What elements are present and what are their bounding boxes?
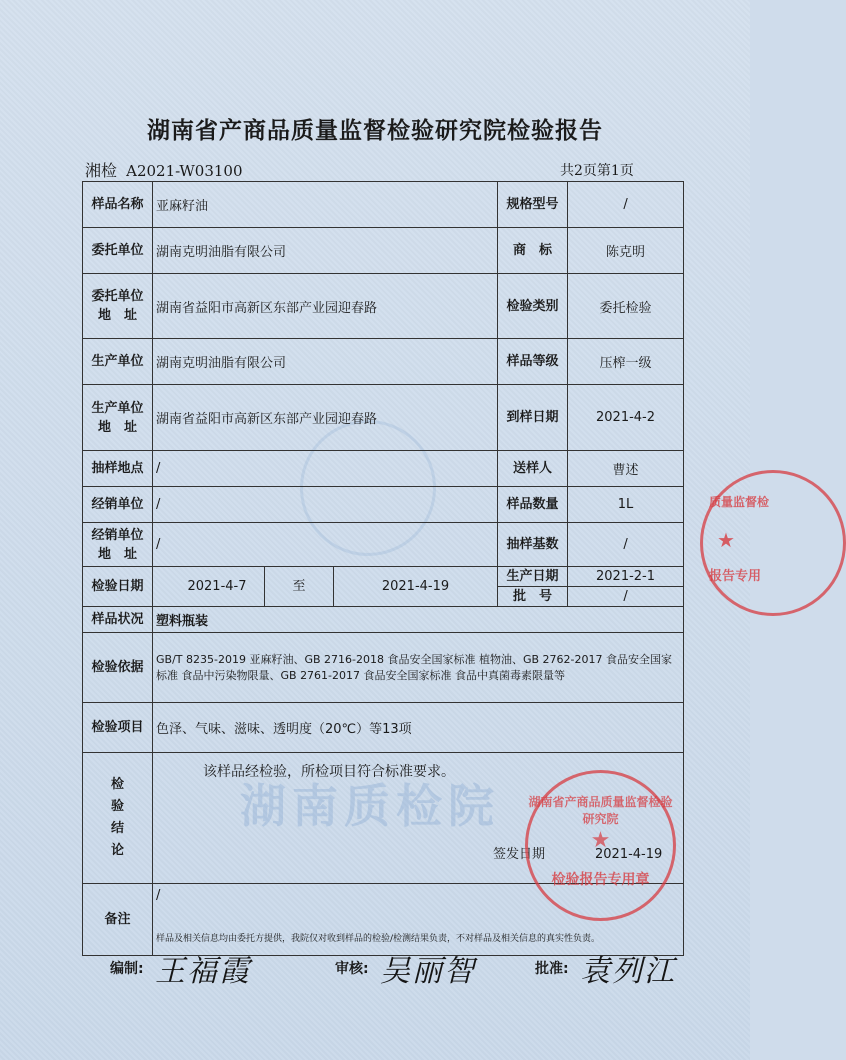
star-icon: ★	[717, 528, 735, 552]
value-inspection-start: 2021-4-7	[153, 567, 265, 607]
reviewer-signature: 吴丽智	[380, 954, 476, 989]
label-line: 生产单位	[91, 400, 144, 416]
inspection-seal	[525, 770, 676, 921]
label-sampling-place: 抽样地点	[83, 451, 153, 487]
seal-text: 检验报告专用章	[551, 872, 650, 888]
value-quantity: 1L	[568, 487, 684, 523]
report-number-value: A2021-W03100	[124, 162, 282, 182]
side-seal	[700, 470, 846, 616]
label-quantity: 样品数量	[498, 487, 568, 523]
label-grade: 样品等级	[498, 339, 568, 385]
table-row	[83, 523, 684, 567]
table-row	[83, 182, 684, 228]
sign-date-value: 2021-4-19	[595, 847, 663, 862]
label-remarks: 备注	[83, 884, 153, 956]
table-row	[83, 228, 684, 274]
value-inspection-type: 委托检验	[568, 274, 684, 339]
editor-label: 编制:	[110, 961, 144, 977]
table-row	[83, 385, 684, 451]
label-producer: 生产单位	[83, 339, 153, 385]
value-items: 色泽、气味、滋味、透明度（20℃）等13项	[153, 703, 684, 753]
label-line: 经销单位	[91, 527, 144, 543]
label-sampling-base: 抽样基数	[498, 523, 568, 567]
label-batch: 批 号	[498, 587, 568, 607]
value-basis: GB/T 8235-2019 亚麻籽油、GB 2716-2018 食品安全国家标准 植物油、GB 2762-2017 食品安全国家标准 食品中污染物限量、GB 2761-2017 食品安全国家标准 食品中真菌毒素限量等	[153, 633, 684, 703]
label-char: 检	[110, 777, 124, 792]
value-conclusion: 该样品经检验，所检项目符合标准要求。	[203, 764, 455, 780]
label-line: 地 址	[97, 546, 137, 562]
value-client-address: 湖南省益阳市高新区东部产业园迎春路	[153, 274, 498, 339]
label-line: 地 址	[97, 419, 137, 435]
value-sample-name: 亚麻籽油	[153, 182, 498, 228]
remarks-note: 样品及相关信息均由委托方提供，我院仅对收到样品的检验/检测结果负责，不对样品及相关信息的真实性负责。	[156, 934, 601, 944]
label-distributor-address	[83, 523, 153, 567]
label-line: 委托单位	[91, 289, 144, 304]
table-row	[83, 607, 684, 633]
table-row	[83, 703, 684, 753]
label-inspection-date: 检验日期	[83, 567, 153, 607]
label-conclusion	[83, 753, 153, 884]
date-separator: 至	[265, 567, 334, 607]
value-arrival-date: 2021-4-2	[568, 385, 684, 451]
value-distributor-address: /	[153, 523, 498, 567]
table-row	[83, 487, 684, 523]
value-batch: /	[568, 587, 684, 607]
label-model: 规格型号	[498, 182, 568, 228]
value-sender: 曹述	[568, 451, 684, 487]
value-grade: 压榨一级	[568, 339, 684, 385]
value-model: /	[568, 182, 684, 228]
value-producer-address: 湖南省益阳市高新区东部产业园迎春路	[153, 385, 498, 451]
value-sample-status: 塑料瓶装	[153, 607, 684, 633]
table-row	[83, 633, 684, 703]
table-row	[83, 339, 684, 385]
value-production-date: 2021-2-1	[568, 567, 684, 587]
label-char: 论	[110, 843, 124, 858]
label-char: 验	[110, 799, 124, 814]
label-production-date: 生产日期	[498, 567, 568, 587]
page-info: 共2页第1页	[560, 163, 634, 179]
report-number	[85, 158, 283, 181]
value-producer: 湖南克明油脂有限公司	[153, 339, 498, 385]
label-distributor: 经销单位	[83, 487, 153, 523]
label-sample-status: 样品状况	[83, 607, 153, 633]
label-arrival-date: 到样日期	[498, 385, 568, 451]
approver-signature: 袁列江	[580, 954, 676, 989]
label-producer-address	[83, 385, 153, 451]
side-seal-top: 质量监督检	[709, 495, 770, 509]
reviewer-label: 审核:	[335, 961, 369, 977]
label-line: 地 址	[97, 308, 137, 323]
report-prefix: 湘检	[85, 161, 118, 180]
label-sender: 送样人	[498, 451, 568, 487]
value-sampling-place: /	[153, 451, 498, 487]
watermark-text: 湖南质检院	[240, 779, 500, 833]
report-title: 湖南省产商品质量监督检验研究院检验报告	[147, 118, 603, 144]
star-icon: ★	[590, 828, 611, 853]
label-client: 委托单位	[83, 228, 153, 274]
value-remarks: /	[156, 888, 161, 903]
value-brand: 陈克明	[568, 228, 684, 274]
label-basis: 检验依据	[83, 633, 153, 703]
value-inspection-end: 2021-4-19	[334, 567, 498, 607]
approver-label: 批准:	[535, 961, 569, 977]
label-sample-name: 样品名称	[83, 182, 153, 228]
label-brand: 商 标	[498, 228, 568, 274]
table-row	[83, 451, 684, 487]
side-seal-bottom: 报告专用	[709, 569, 762, 584]
value-client: 湖南克明油脂有限公司	[153, 228, 498, 274]
label-client-address	[83, 274, 153, 339]
table-row	[83, 274, 684, 339]
value-distributor: /	[153, 487, 498, 523]
label-items: 检验项目	[83, 703, 153, 753]
table-row	[83, 567, 684, 587]
seal-arc-text: 湖南省产商品质量监督检验研究院	[528, 795, 673, 826]
sign-date-label: 签发日期	[493, 847, 546, 862]
value-sampling-base: /	[568, 523, 684, 567]
editor-signature: 王福霞	[155, 954, 251, 989]
label-inspection-type: 检验类别	[498, 274, 568, 339]
label-char: 结	[110, 821, 124, 836]
